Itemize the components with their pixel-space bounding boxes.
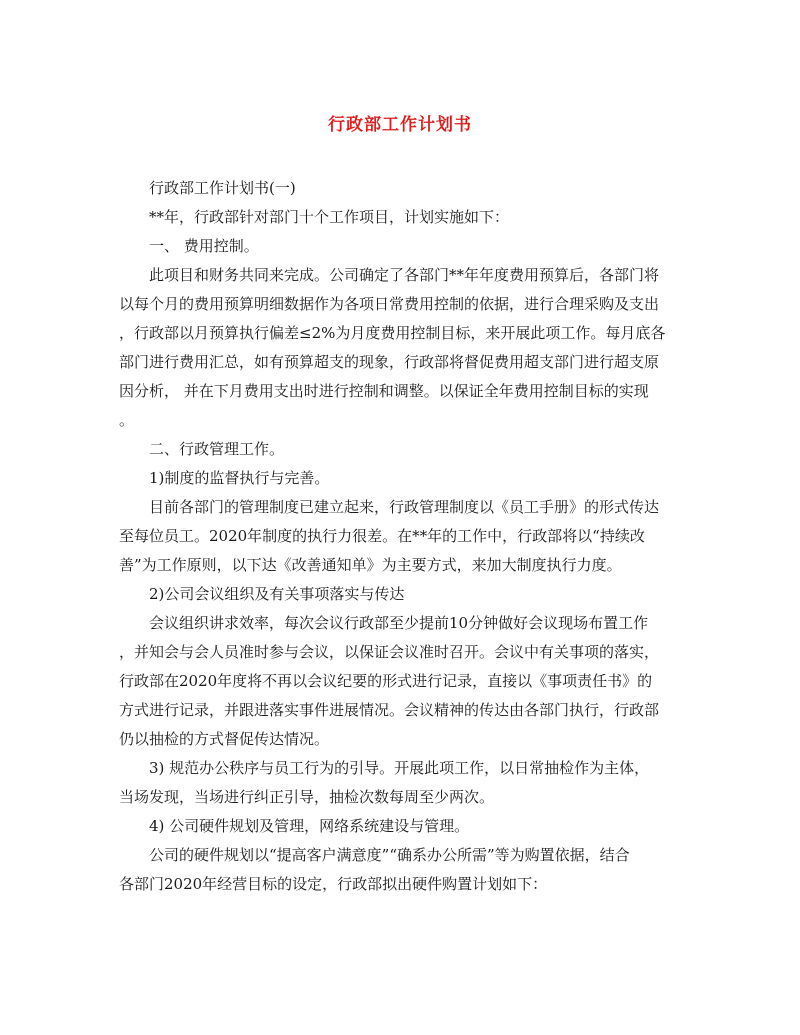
text-line: 部门进行费用汇总，如有预算超支的现象，行政部将督促费用超支部门进行超支原 [119,353,660,371]
text-line: 。 [119,411,135,429]
text-line: ，行政部以月预算执行偏差≤2%为月度费用控制目标，来开展此项工作。每月底各 [119,324,666,342]
text-line: 行政部在2020年度将不再以会议纪要的形式进行记录，直接以《事项责任书》的 [119,672,653,690]
document-title: 行政部工作计划书 [328,115,472,135]
text-line: 善”为工作原则，以下达《改善通知单》为主要方式，来加大制度执行力度。 [119,556,622,574]
text-line: 各部门2020年经营目标的设定，行政部拟出硬件购置计划如下： [119,875,548,893]
text-line: 会议组织讲求效率，每次会议行政部至少提前10分钟做好会议现场布置工作 [149,614,649,632]
text-line: 公司的硬件规划以“提高客户满意度”“确系办公所需”等为购置依据，结合 [149,846,630,864]
text-line: 4) 公司硬件规划及管理，网络系统建设与管理。 [149,817,470,835]
text-line: ，并知会与会人员准时参与会议，以保证会议准时召开。会议中有关事项的落实， [119,643,660,661]
text-line: **年，行政部针对部门十个工作项目，计划实施如下： [149,208,510,226]
text-line: 3) 规范办公秩序与员工行为的引导。开展此项工作，以日常抽检作为主体， [149,759,650,777]
document-body [119,174,689,899]
text-line: 因分析， 并在下月费用支出时进行控制和调整。以保证全年费用控制目标的实现 [119,382,649,400]
text-line: 此项目和财务共同来完成。公司确定了各部门**年年度费用预算后，各部门将 [149,266,660,284]
text-line: 一、 费用控制。 [149,237,259,255]
text-line: 当场发现，当场进行纠正引导，抽检次数每周至少两次。 [119,788,495,806]
text-line: 以每个月的费用预算明细数据作为各项日常费用控制的依据，进行合理采购及支出 [119,295,660,313]
text-line: 仍以抽检的方式督促传达情况。 [119,730,330,748]
text-line: 1)制度的监督执行与完善。 [149,469,330,487]
text-line: 2)公司会议组织及有关事项落实与传达 [149,585,405,603]
text-line: 目前各部门的管理制度已建立起来，行政管理制度以《员工手册》的形式传达 [149,498,660,516]
text-line: 方式进行记录，并跟进落实事件进展情况。会议精神的传达由各部门执行，行政部 [119,701,660,719]
text-line: 行政部工作计划书(一) [149,179,296,197]
text-line: 二、行政管理工作。 [149,440,285,458]
text-line: 至每位员工。2020年制度的执行力很差。在**年的工作中，行政部将以“持续改 [119,527,645,545]
